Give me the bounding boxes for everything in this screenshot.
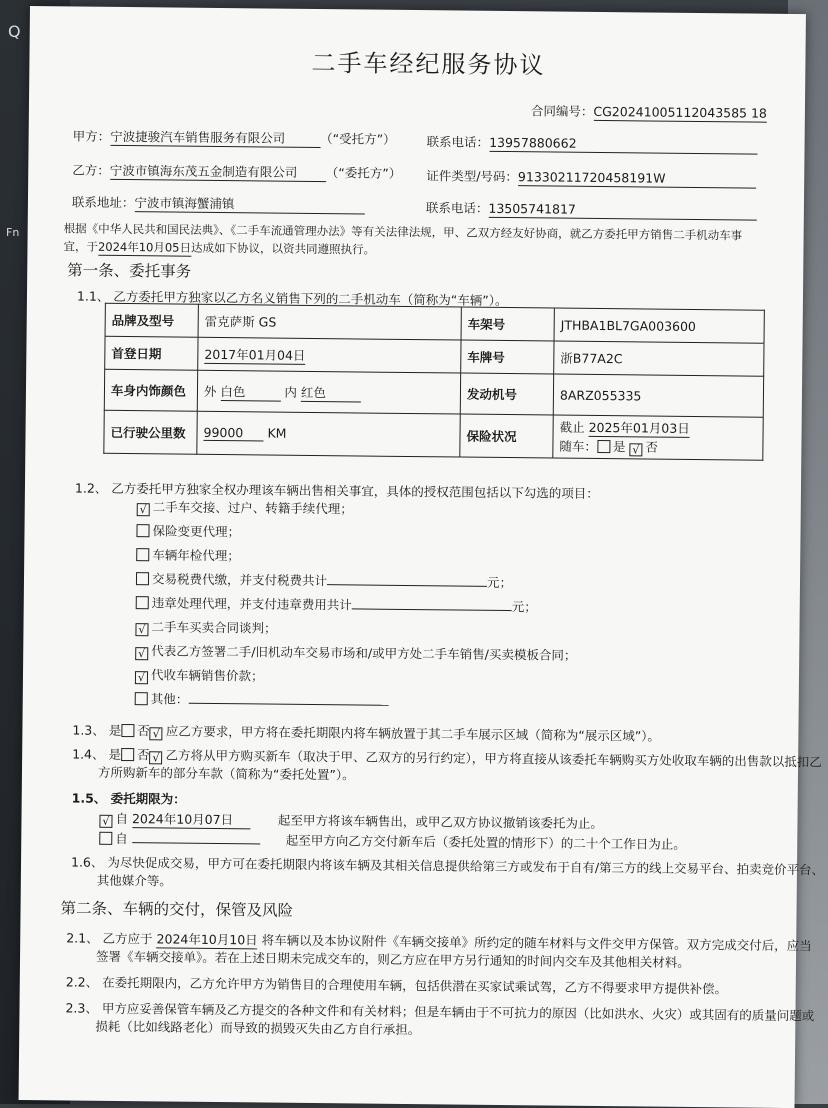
insurance-value: 截止 2025年01月03日 随车： 是 √ 否 xyxy=(553,415,763,460)
key-q: Q xyxy=(8,22,21,41)
document-title: 二手车经纪服务协议 xyxy=(311,48,546,80)
insurance-label: 保险状况 xyxy=(460,414,553,458)
party-a-row: 甲方：宁波捷骏汽车销售服务有限公司 （“受托方”） xyxy=(72,128,396,147)
option-item: 保险变更代理； xyxy=(136,523,240,540)
clause-2-1-cont: 签署《车辆交接单》。若在上述日期未完成交车的，则乙方应在甲方另行通知的时间内交车及其他相关材料。 xyxy=(95,948,690,970)
intro-line-1: 根据《中华人民共和国民法典》、《二手车流通管理办法》等有关法律法规，甲、乙双方经友好协商，就乙方委托甲方销售二手机动车事 xyxy=(63,221,743,243)
term-option-2: 自 起至甲方向乙方交付新车后（委托处置的情形下）的二十个工作日为止。 xyxy=(99,831,686,853)
intro-line-2: 宜，于2024年10月05日达成如下协议，以资共同遵照执行。 xyxy=(63,239,376,257)
color-value: 外 白色 内 红色 xyxy=(197,370,460,414)
option-item: √ 代收车辆销售价款； xyxy=(135,667,264,685)
clause-2-3-cont: 损耗（比如线路老化）而导致的损毁灭失由乙方自行承担。 xyxy=(95,1018,421,1038)
clause-1-1: 1.1、 乙方委托甲方独家以乙方名义销售下列的二手机动车（简称为“车辆”）。 xyxy=(76,288,508,309)
reg-value: 2017年01月04日 xyxy=(198,337,461,373)
plate-value: 浙B77A2C xyxy=(554,341,764,376)
option-checkbox xyxy=(136,548,149,561)
party-b-phone: 联系电话：13505741817 xyxy=(426,200,757,220)
clause-2-3: 2.3、 甲方应妥善保管车辆及乙方提交的各种文件和有关材料；但是车辆由于不可抗力的原因（比如洪水、火灾）或其固有的质量问题或 xyxy=(65,1000,815,1024)
clause-1-4-cont: 方所购新车的部分车款（简称为“委托处置”）。 xyxy=(97,764,355,783)
option-checkbox xyxy=(136,524,149,537)
option-item: 其他： xyxy=(135,691,389,710)
clause-1-4: 1.4、 是 否 √ 乙方将从甲方购买新车（取决于甲、乙双方的另行约定），甲方将直接从该委托车辆购买方处收取车辆的出售款以抵扣乙 xyxy=(72,746,822,770)
km-value: 99000 KM xyxy=(197,411,460,457)
address-row: 联系地址：宁波市镇海蟹浦镇 xyxy=(72,194,365,214)
with-car-no-checkbox: √ xyxy=(629,443,642,456)
clause-1-3: 1.3、 是 否 √ 应乙方要求，甲方将在委托期限内将车辆放置于其二手车展示区域（简称为“展示区域”）。 xyxy=(72,722,661,744)
section-2-heading: 第二条、车辆的交付，保管及风险 xyxy=(60,899,294,920)
key-fn: Fn xyxy=(6,226,20,239)
clause-1-2: 1.2、 乙方委托甲方独家全权办理该车辆出售相关事宜，具体的授权范围包括以下勾选的项目： xyxy=(74,480,599,501)
engine-value: 8ARZ055335 xyxy=(553,374,763,417)
clause-2-2: 2.2、 在委托期限内，乙方允许甲方为销售目的合理使用车辆，包括供潜在买家试乘试驾，乙方不得要求甲方提供补偿。 xyxy=(65,974,728,997)
clause-1-6-cont: 其他媒介等。 xyxy=(96,872,172,889)
engine-label: 发动机号 xyxy=(460,373,553,415)
vin-value: JTHBA1BL7GA003600 xyxy=(554,308,764,343)
vin-label: 车架号 xyxy=(461,307,554,341)
vehicle-table xyxy=(103,303,765,461)
plate-label: 车牌号 xyxy=(461,340,554,374)
option-checkbox: √ xyxy=(135,623,148,636)
color-label: 车身内饰颜色 xyxy=(104,369,197,411)
party-b-id: 证件类型/号码：91330211720458191W xyxy=(426,168,756,188)
clause-1-5: 1.5、 委托期限为： xyxy=(71,790,186,807)
contract-paper xyxy=(19,6,825,1108)
option-item: √ 二手车买卖合同谈判； xyxy=(135,619,276,637)
section-1-heading: 第一条、委托事务 xyxy=(67,261,192,281)
option-checkbox xyxy=(135,692,148,705)
option-item: √ 代表乙方签署二手/旧机动车交易市场和/或甲方处二手车销售/买卖模板合同； xyxy=(135,643,576,665)
brand-value: 雷克萨斯 GS xyxy=(198,304,461,340)
party-a-phone: 联系电话：13957880662 xyxy=(427,134,758,154)
km-label: 已行驶公里数 xyxy=(104,410,197,454)
option-item: 违章处理代理，并支付违章费用共计 元； xyxy=(136,595,537,615)
option-checkbox xyxy=(136,596,149,609)
clause-1-6: 1.6、 为尽快促成交易，甲方可在委托期限内将该车辆及其相关信息提供给第三方或发布于自有/第三方的线上交易平台、拍卖竞价平台、 xyxy=(70,854,825,878)
option-checkbox: √ xyxy=(135,647,148,660)
option-item: √ 二手车交接、过户、转籍手续代理； xyxy=(137,499,353,518)
brand-label: 品牌及型号 xyxy=(105,303,198,337)
clause-2-1: 2.1、 乙方应于 2024年10月10日 将车辆以及本协议附件《车辆交接单》所约定的随车材料与文件交甲方保管。双方完成交付后，应当 xyxy=(66,930,812,954)
party-b-row: 乙方：宁波市镇海东茂五金制造有限公司 （“委托方”） xyxy=(72,162,402,181)
reg-label: 首登日期 xyxy=(105,336,198,370)
option-item: 车辆年检代理； xyxy=(136,547,240,564)
contract-no: 合同编号：CG20241005112043585 18 xyxy=(530,103,768,121)
option-checkbox: √ xyxy=(137,503,150,516)
term-option-1: √ 自 2024年10月07日 起至甲方将该车辆售出，或甲乙双方协议撤销该委托为止。 xyxy=(99,811,603,833)
with-car-yes-checkbox xyxy=(597,440,610,453)
option-checkbox xyxy=(136,572,149,585)
option-item: 交易税费代缴，并支付税费共计 元； xyxy=(136,571,512,591)
option-checkbox: √ xyxy=(135,671,148,684)
